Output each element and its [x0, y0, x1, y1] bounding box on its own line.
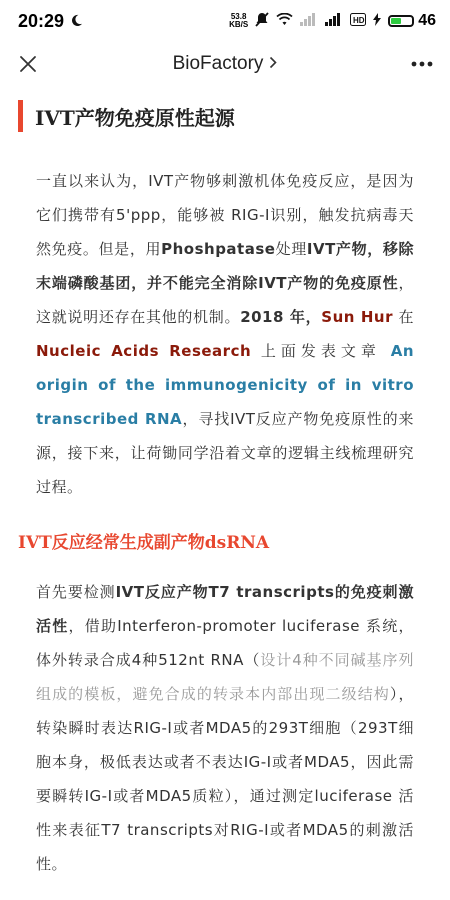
section-title: IVT产物免疫原性起源 [35, 105, 235, 130]
author-name: Sun Hur [321, 308, 393, 326]
moon-icon [70, 11, 83, 32]
paragraph-2 [36, 575, 414, 881]
para1-text-6: ，寻找IVT反应产物免疫原性的来源，接下来，让荷锄同学沿着文章的逻辑主线梳理研究过程。 [36, 410, 414, 496]
para1-bold-1: Phoshpatase [161, 240, 276, 258]
charging-icon [373, 13, 381, 29]
chevron-right-icon [269, 53, 277, 75]
para1-text-4: 在 [393, 308, 414, 326]
nav-title: BioFactory [172, 53, 264, 74]
mute-icon [255, 12, 269, 30]
journal-name: Nucleic Acids Research [36, 342, 252, 360]
status-left [18, 11, 83, 32]
para2-text-2: ，借助Interferon-promoter luciferase 系统，体外转录合成4种512nt RNA（ [36, 617, 414, 669]
para2-gray-note: 设计4种不同碱基序列组成的模板，避免合成的转录本内部出现二级结构 [36, 651, 414, 703]
network-speed [229, 13, 248, 29]
status-time: 20:29 [18, 10, 65, 31]
close-icon [19, 55, 37, 73]
section-header [18, 96, 432, 136]
battery-indicator [388, 12, 436, 30]
paragraph-1 [36, 164, 414, 504]
more-button[interactable] [408, 50, 436, 78]
para1-text-2: 处理 [275, 240, 307, 258]
para1-text-1: 一直以来认为，IVT产物够刺激机体免疫反应，是因为它们携带有5'ppp，能够被 RIG-I识别，触发抗病毒天然免疫。但是，用 [36, 172, 414, 258]
para2-text-3: ），转染瞬时表达RIG-I或者MDA5的293T细胞（293T细胞本身，极低表达或者不表达IG-I或者MDA5，因此需要瞬转IG-I或者MDA5质粒），通过测定luciferase 活性来表征T7 transcripts对RIG-I或者MDA5的刺激活性。 [36, 685, 414, 873]
para1-text-5: 上面发表文章 [251, 342, 391, 360]
status-right [229, 12, 436, 30]
subsection-title: IVT反应经常生成副产物dsRNA [18, 533, 270, 553]
more-icon [411, 61, 433, 67]
signal-icon [300, 13, 318, 29]
battery-level: 46 [418, 12, 436, 29]
status-bar [0, 0, 450, 42]
article-link[interactable]: An origin of the immunogenicity of in vitro transcribed RNA [36, 342, 415, 428]
nav-title-link[interactable] [173, 53, 278, 75]
battery-icon [388, 15, 414, 27]
section-accent-bar [18, 100, 23, 132]
close-button[interactable] [14, 50, 42, 78]
hd-icon [350, 13, 366, 29]
nav-bar [0, 42, 450, 86]
network-speed-unit: KB/S [229, 20, 249, 29]
network-speed-value: 53.8 [230, 12, 247, 21]
para1-text-3: ，这就说明还存在其他的机制。 [36, 274, 414, 326]
wifi-icon [276, 13, 293, 29]
para1-bold-3: 2018 年， [240, 308, 322, 326]
para2-text-1: 首先要检测 [36, 583, 116, 601]
para2-bold-1: IVT反应产物T7 transcripts的免疫刺激活性 [36, 583, 414, 635]
para1-bold-2: IVT产物，移除末端磷酸基团，并不能完全消除IVT产物的免疫原性 [36, 240, 414, 292]
svg-text:HD: HD [353, 16, 365, 25]
article-content [0, 96, 450, 881]
signal-icon-2 [325, 13, 343, 29]
